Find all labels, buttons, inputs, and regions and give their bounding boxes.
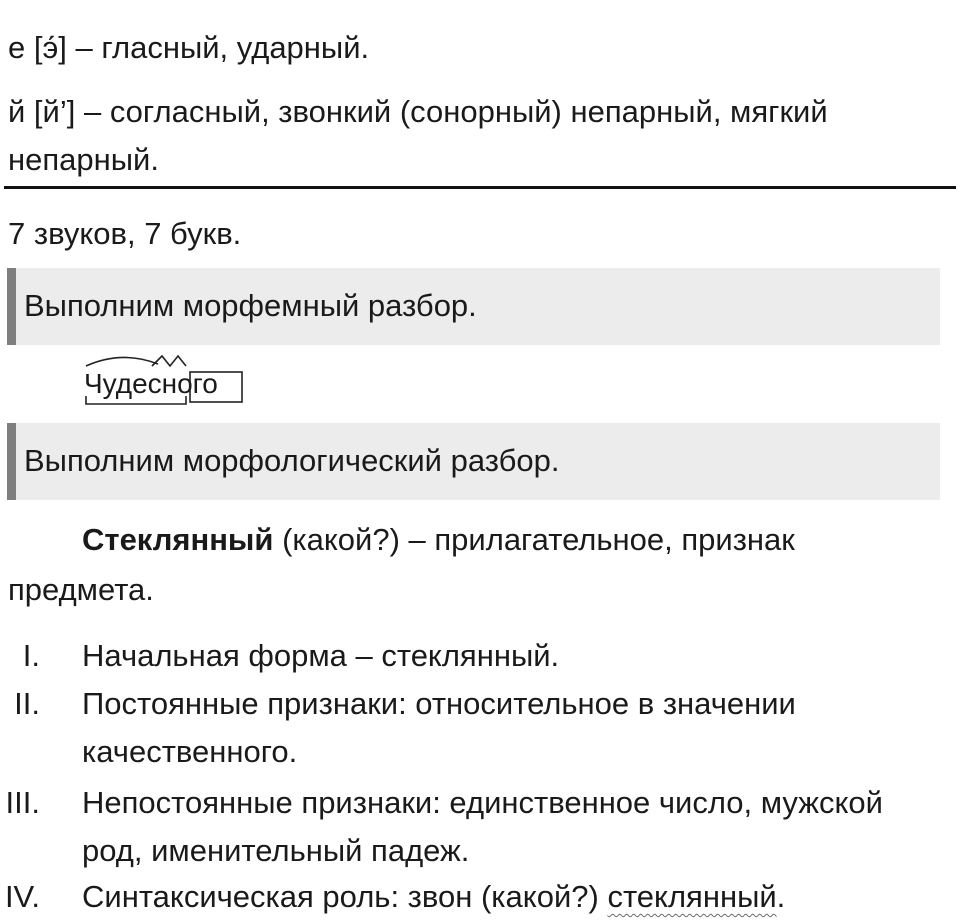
list-item-text: Непостоянные признаки: единственное число, мужской bbox=[82, 785, 883, 820]
spellcheck-underlined-word: стеклянный bbox=[607, 879, 777, 914]
list-numeral: III. bbox=[5, 785, 40, 820]
list-item-continuation bbox=[0, 827, 960, 875]
list-item-continuation bbox=[0, 728, 960, 776]
phonetic-line-y-continued: непарный. bbox=[8, 142, 159, 177]
stem-mark bbox=[86, 396, 186, 404]
list-numeral: II. bbox=[14, 686, 40, 721]
heading-accent-bar bbox=[7, 423, 16, 500]
intro-text: (какой?) – прилагательное, признак bbox=[273, 522, 795, 557]
list-item-prefix: Синтаксическая роль: звон (какой?) bbox=[82, 879, 608, 914]
list-item-text: Начальная форма – стеклянный. bbox=[82, 638, 560, 673]
list-item bbox=[0, 680, 960, 728]
morpheme-analysis bbox=[82, 352, 262, 412]
heading-accent-bar bbox=[7, 268, 16, 345]
list-numeral: I. bbox=[22, 638, 40, 673]
morpheme-heading-box bbox=[7, 268, 940, 345]
morpheme-root: Чудесн bbox=[84, 368, 178, 399]
list-numeral: IV. bbox=[4, 879, 40, 914]
morpheme-ending: ого bbox=[177, 368, 218, 399]
list-item-text bbox=[82, 873, 785, 921]
analyzed-word: Стеклянный bbox=[82, 522, 274, 557]
list-item bbox=[0, 632, 960, 680]
morpheme-heading: Выполним морфемный разбор. bbox=[24, 288, 477, 323]
list-item-text: род, именительный падеж. bbox=[82, 833, 470, 868]
list-item bbox=[0, 779, 960, 827]
list-item-text: Постоянные признаки: относительное в значении bbox=[82, 686, 796, 721]
list-item bbox=[0, 873, 960, 921]
list-item-text: качественного. bbox=[82, 734, 298, 769]
morphology-heading: Выполним морфологический разбор. bbox=[24, 443, 560, 478]
list-item-suffix: . bbox=[776, 879, 786, 914]
morphology-intro bbox=[82, 516, 795, 564]
morphology-heading-box bbox=[7, 423, 940, 500]
morpheme-marks bbox=[82, 352, 262, 412]
section-divider bbox=[4, 186, 956, 189]
sound-letter-summary: 7 звуков, 7 букв. bbox=[8, 216, 242, 251]
phonetic-line-e: е [э́] – гласный, ударный. bbox=[8, 30, 370, 65]
phonetic-line-y: й [й’] – согласный, звонкий (сонорный) непарный, мягкий bbox=[8, 94, 828, 129]
ending-box-mark bbox=[190, 372, 242, 402]
morphology-intro-continued: предмета. bbox=[8, 572, 154, 607]
root-arc-mark bbox=[86, 357, 158, 366]
